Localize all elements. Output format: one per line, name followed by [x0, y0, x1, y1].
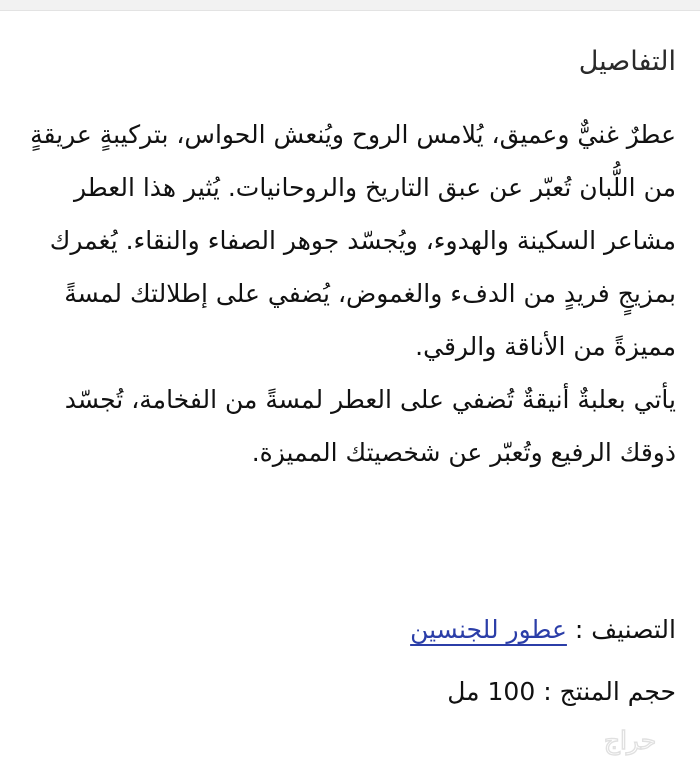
product-size-label: حجم المنتج : [543, 677, 676, 706]
description-paragraph-1: عطرٌ غنيٌّ وعميق، يُلامس الروح ويُنعش الحواس، بتركيبةٍ عريقةٍ من اللُّبان تُعبّر عن عبق التاريخ والروحانيات. يُثير هذا العطر مشاعر السكينة والهدوء، ويُجسّد جوهر الصفاء والنقاء. يُغمرك بمزيجٍ فريدٍ من الدفء والغموض، يُضفي على إطلالتك لمسةً مميزةً من الأناقة والرقي. [30, 120, 676, 361]
haraj-watermark-logo [568, 724, 692, 758]
category-row [410, 610, 676, 650]
description-paragraph-2: يأتي بعلبةٌ أنيقةٌ تُضفي على العطر لمسةً من الفخامة، تُجسّد ذوقك الرفيع وتُعبّر عن شخصيتك المميزة. [64, 385, 676, 467]
category-link[interactable]: عطور للجنسين [410, 615, 567, 644]
product-size-value: 100 مل [447, 677, 536, 706]
category-label: التصنيف : [574, 615, 676, 644]
product-size-row [447, 672, 676, 712]
product-description [26, 108, 676, 479]
section-title: التفاصيل [578, 46, 676, 77]
watermark-text: حراج [603, 726, 657, 755]
top-strip [0, 0, 700, 11]
